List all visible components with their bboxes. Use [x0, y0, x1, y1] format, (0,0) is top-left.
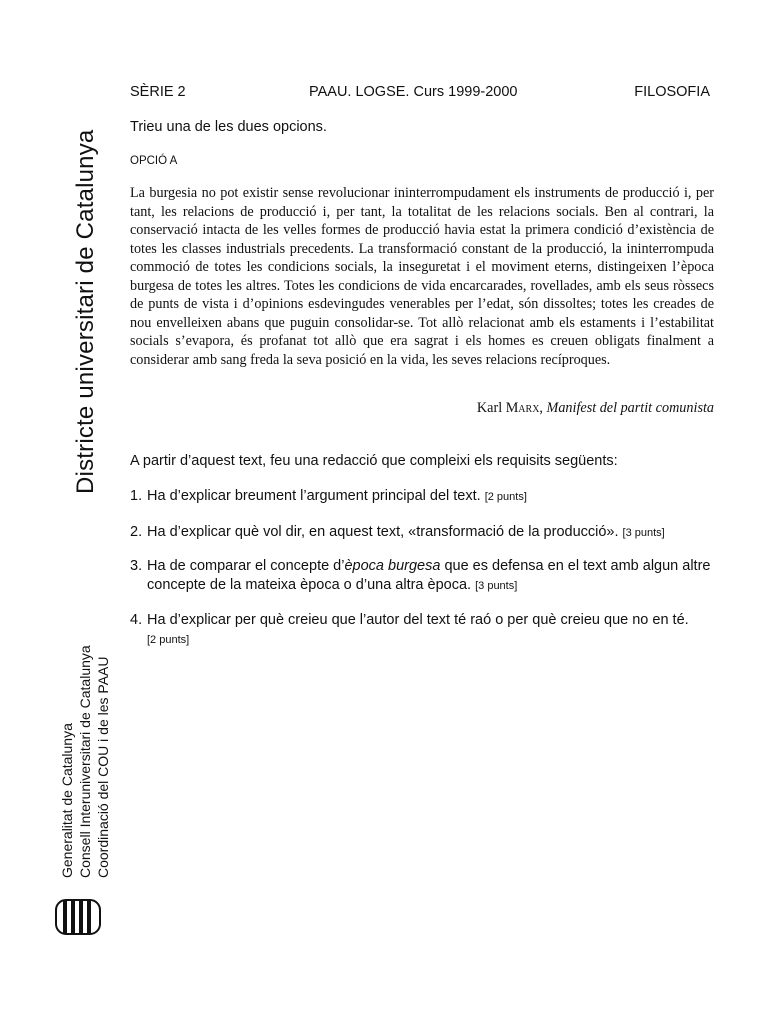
org-line-generalitat: Generalitat de Catalunya — [59, 723, 75, 878]
option-label: OPCIÓ A — [130, 155, 178, 167]
org-line-coordinacio: Coordinació del COU i de les PAAU — [95, 656, 111, 878]
subject-label: FILOSOFIA — [634, 84, 710, 100]
attribution-separator: , — [539, 400, 543, 416]
question-points: [2 punts] — [147, 634, 190, 646]
author-first-name: Karl — [476, 400, 503, 416]
source-passage: La burgesia no pot existir sense revolucionar ininterrompudament els instruments de producció i, per tant, les relacions de producció i, per tant, la totalitat de les relacions socials. Ben al contrari, la conservació intacta de les velles formes de producció havia estat la primera condició d’existència de totes les classes industrials precedents. La transformació constant de la producció, la ininterrompuda commoció de totes les condicions socials, la inseguretat i el moviment eterns, distingeixen l’època burgesa de totes les altres. Totes les condicions de vida encarcarades, rovellades, amb els seus ròssecs de punts de vista i d’opinions esdevingudes venerables per l’edat, són dissoltes; totes les creades de nou envelleixen abans que puguin consolidar-se. Tot allò relacionat amb els estaments i l’estabilitat socials s’evapora, és profanat tot allò que era sagrat i els homes es creuen obligats finalment a considerar amb sang freda la seva posició en la vida, les seves relacions recíproques. — [130, 185, 714, 368]
question-points: [3 punts] — [475, 580, 518, 592]
question-3 — [130, 557, 720, 596]
question-4 — [130, 611, 720, 650]
question-number: 4. — [130, 612, 143, 628]
series-label: SÈRIE 2 — [130, 84, 186, 100]
exam-label: PAAU. LOGSE. Curs 1999-2000 — [309, 84, 518, 100]
question-2 — [130, 523, 720, 543]
question-points: [3 punts] — [622, 527, 665, 539]
author-last-name: Marx — [505, 400, 540, 416]
organization-lines — [58, 645, 112, 878]
work-title: Manifest del partit comunista — [546, 400, 714, 416]
question-text-after: que es defensa en el text amb algun altre concepte de la mateixa època o d’una altra època. — [147, 558, 711, 593]
org-line-consell: Consell Interuniversitari de Catalunya — [77, 645, 93, 878]
question-number: 1. — [130, 488, 143, 504]
question-number: 2. — [130, 524, 143, 540]
question-text-before: Ha de comparar el concepte d’ — [147, 558, 345, 574]
question-1 — [130, 487, 720, 507]
instruction-text: Trieu una de les dues opcions. — [130, 119, 327, 135]
question-text: Ha d’explicar què vol dir, en aquest text, «transformació de la producció». — [147, 524, 619, 540]
passage-attribution — [477, 400, 714, 417]
question-number: 3. — [130, 558, 143, 574]
question-text: Ha d’explicar per què creieu que l’autor del text té raó o per què creieu que no en té. — [147, 612, 689, 628]
district-title: Districte universitari de Catalunya — [72, 129, 99, 494]
question-text-emphasis: època burgesa — [344, 558, 441, 574]
question-text: Ha d’explicar breument l’argument principal del text. — [147, 488, 481, 504]
question-points: [2 punts] — [484, 491, 527, 503]
exam-header — [130, 84, 710, 104]
catalan-flag-stripes-icon — [54, 898, 102, 936]
task-prompt: A partir d’aquest text, feu una redacció que compleixi els requisits següents: — [130, 453, 618, 469]
